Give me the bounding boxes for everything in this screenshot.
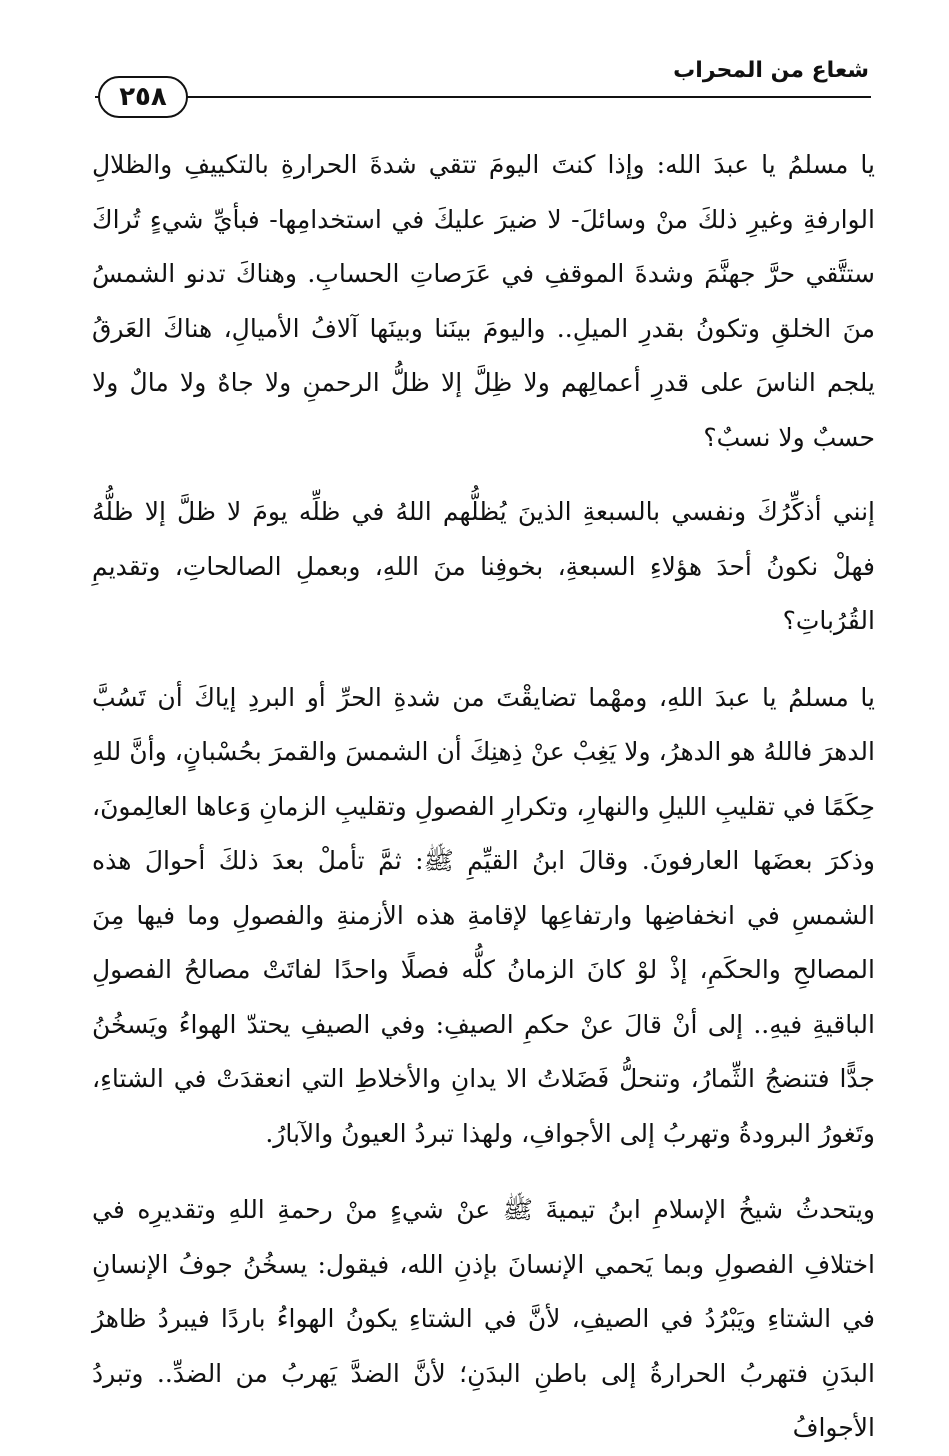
paragraph: إنني أذكِّرُكَ ونفسي بالسبعةِ الذينَ يُظلُّهم اللهُ في ظلِّه يومَ لا ظلَّ إلا ظلُّهُ فهلْ نكونُ أحدَ هؤلاءِ السبعةِ، بخوفِنا منَ اللهِ، وبعملِ الصالحاتِ، وتقديمِ القُرُباتِ؟ [92, 497, 875, 635]
paragraph: يا مسلمُ يا عبدَ اللهِ، ومهْما تضايقْتَ من شدةِ الحرِّ أو البردِ إياكَ أن تَسُبَّ الدهرَ فاللهُ هو الدهرُ، ولا يَغِبْ عنْ ذِهنِكَ أن الشمسَ والقمرَ بحُسْبانٍ، وأنَّ للهِ حِكَمًا في تقليبِ الليلِ والنهارِ، وتكرارِ الفصولِ وتقليبِ الزمانِ وَعاها العالِمونَ، وذكرَ بعضَها العارفونَ. وقالَ ابنُ القيِّمِ ﷺ: ثمَّ تأملْ بعدَ ذلكَ أحوالَ هذه الشمسِ في انخفاضِها وارتفاعِها لإقامةِ هذه الأزمنةِ والفصولِ وما فيها مِنَ المصالحِ والحكَمِ، إذْ لوْ كانَ الزمانُ كلُّه فصلًا واحدًا لفاتَتْ مصالحُ الفصولِ الباقيةِ فيهِ.. إلى أنْ قالَ عنْ حكمِ الصيفِ: وفي الصيفِ يحتدّ الهواءُ ويَسخُنُ جدًّا فتنضجُ الثِّمارُ، وتنحلُّ فَضَلاتُ الا يدانِ والأخلاطِ التي انعقدَتْ في الشتاءِ، وتَغورُ البرودةُ وتهربُ إلى الأجوافِ، ولهذا تبردُ العيونُ والآبارُ. [92, 682, 875, 1148]
body-text [92, 138, 875, 1456]
paragraph: يا مسلمُ يا عبدَ الله: وإذا كنتَ اليومَ تتقي شدةَ الحرارةِ بالتكييفِ والظلالِ الوارفةِ وغيرِ ذلكَ منْ وسائلَ- لا ضيرَ عليكَ في استخدامِها- فبأيِّ شيءٍ تُراكَ ستتَّقي حرَّ جهنَّمَ وشدةَ الموقفِ في عَرَصاتِ الحسابِ. وهناكَ تدنو الشمسُ منَ الخلقِ وتكونُ بقدرِ الميلِ.. واليومَ بينَنا وبينَها آلافُ الأميالِ، هناكَ العَرقُ يلجم الناسَ على قدرِ أعمالِهم ولا ظِلَّ إلا ظلُّ الرحمنِ ولا جاهٌ ولا مالٌ ولا حسبٌ ولا نسبٌ؟ [92, 150, 875, 452]
header-rule [95, 96, 871, 98]
running-title: شعاع من المحراب [673, 58, 869, 83]
paragraph: ويتحدثُ شيخُ الإسلامِ ابنُ تيميةَ ﷺ عنْ شيءٍ منْ رحمةِ اللهِ وتقديرِه في اختلافِ الفصولِ وبما يَحمي الإنسانَ بإذنِ الله، فيقول: يسخُنُ جوفُ الإنسانِ في الشتاءِ ويَبْرُدُ في الصيفِ، لأنَّ في الشتاءِ يكونُ الهواءُ باردًا فيبردُ ظاهرُ البدَنِ فتهربُ الحرارةُ إلى باطنِ البدَنِ؛ لأنَّ الضدَّ يَهربُ من الضدِّ.. وتبردُ الأجوافُ [92, 1195, 875, 1442]
page-number: ٢٥٨ [98, 76, 188, 118]
